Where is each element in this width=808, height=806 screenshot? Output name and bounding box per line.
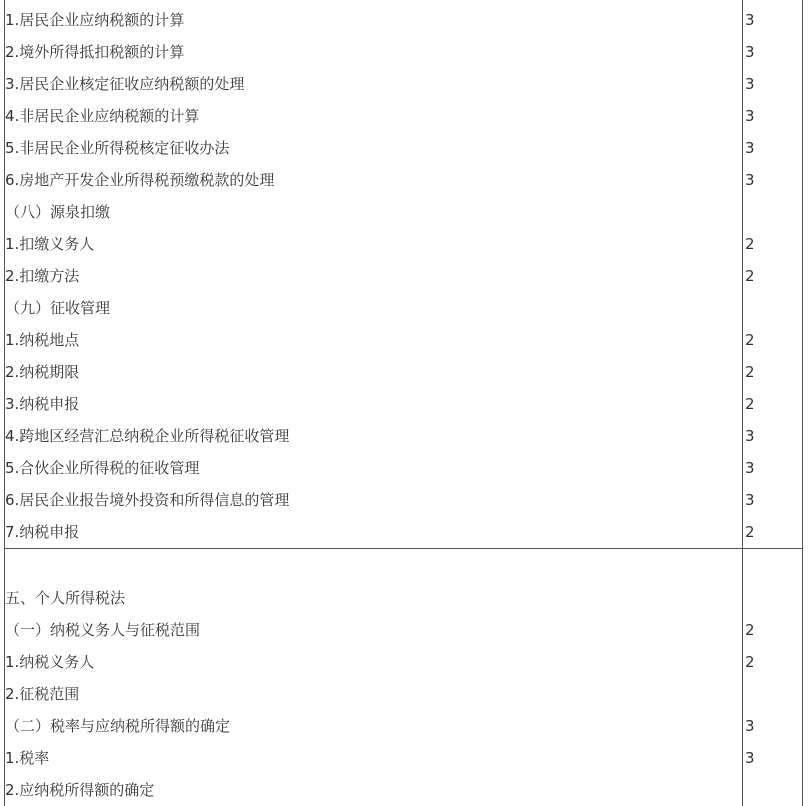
table-row [4, 100, 803, 132]
table-row [4, 678, 803, 710]
topic-cell: 1.税率 [5, 749, 50, 767]
level-cell: 2 [745, 267, 755, 285]
table-row [4, 742, 803, 774]
level-cell: 3 [745, 717, 755, 735]
topic-cell: 6.居民企业报告境外投资和所得信息的管理 [5, 491, 290, 509]
table-row [4, 356, 803, 388]
level-cell: 2 [745, 395, 755, 413]
level-cell: 2 [745, 621, 755, 639]
level-cell: 2 [745, 653, 755, 671]
topic-cell: 5.非居民企业所得税核定征收办法 [5, 139, 230, 157]
level-cell: 3 [745, 75, 755, 93]
topic-cell: 4.跨地区经营汇总纳税企业所得税征收管理 [5, 427, 290, 445]
table-row [4, 388, 803, 420]
topic-cell: 3.纳税申报 [5, 395, 80, 413]
table-row [4, 196, 803, 228]
syllabus-table [4, 0, 803, 806]
topic-cell: 2.纳税期限 [5, 363, 80, 381]
topic-cell: （二）税率与应纳税所得额的确定 [5, 717, 231, 735]
topic-cell: 5.合伙企业所得税的征收管理 [5, 459, 200, 477]
table-row [4, 420, 803, 452]
table-row [4, 646, 803, 678]
level-cell: 2 [745, 235, 755, 253]
topic-cell: （九）征收管理 [5, 299, 111, 317]
level-cell: 2 [745, 363, 755, 381]
topic-cell: （一）纳税义务人与征税范围 [5, 621, 201, 639]
table-row [4, 484, 803, 516]
topic-cell: 4.非居民企业应纳税额的计算 [5, 107, 200, 125]
level-cell: 3 [745, 139, 755, 157]
topic-cell: 1.居民企业应纳税额的计算 [5, 11, 185, 29]
table-row [4, 4, 803, 36]
topic-cell: 2.扣缴方法 [5, 267, 80, 285]
table-row [4, 228, 803, 260]
table-row-divider [4, 548, 803, 549]
topic-cell: 2.应纳税所得额的确定 [5, 781, 155, 799]
level-cell: 3 [745, 11, 755, 29]
table-row [4, 614, 803, 646]
table-row [4, 582, 803, 614]
topic-cell: 1.纳税义务人 [5, 653, 95, 671]
level-cell: 3 [745, 171, 755, 189]
table-row [4, 132, 803, 164]
level-cell: 2 [745, 523, 755, 541]
topic-cell: 3.居民企业核定征收应纳税额的处理 [5, 75, 245, 93]
table-row [4, 516, 803, 548]
topic-cell: 6.房地产开发企业所得税预缴税款的处理 [5, 171, 275, 189]
topic-cell: 1.扣缴义务人 [5, 235, 95, 253]
level-cell: 3 [745, 491, 755, 509]
table-row [4, 324, 803, 356]
topic-cell: 2.境外所得抵扣税额的计算 [5, 43, 185, 61]
topic-cell: 2.征税范围 [5, 685, 80, 703]
level-cell: 2 [745, 331, 755, 349]
table-row [4, 36, 803, 68]
table-row [4, 260, 803, 292]
level-cell: 3 [745, 459, 755, 477]
table-row [4, 774, 803, 806]
table-row [4, 452, 803, 484]
table-row [4, 164, 803, 196]
level-cell: 3 [745, 107, 755, 125]
level-cell: 3 [745, 749, 755, 767]
table-row [4, 68, 803, 100]
table-row [4, 710, 803, 742]
topic-cell: 1.纳税地点 [5, 331, 80, 349]
topic-cell: 7.纳税申报 [5, 523, 80, 541]
level-cell: 3 [745, 427, 755, 445]
table-row [4, 292, 803, 324]
level-cell: 3 [745, 43, 755, 61]
topic-cell: 五、个人所得税法 [5, 589, 126, 607]
topic-cell: （八）源泉扣缴 [5, 203, 111, 221]
